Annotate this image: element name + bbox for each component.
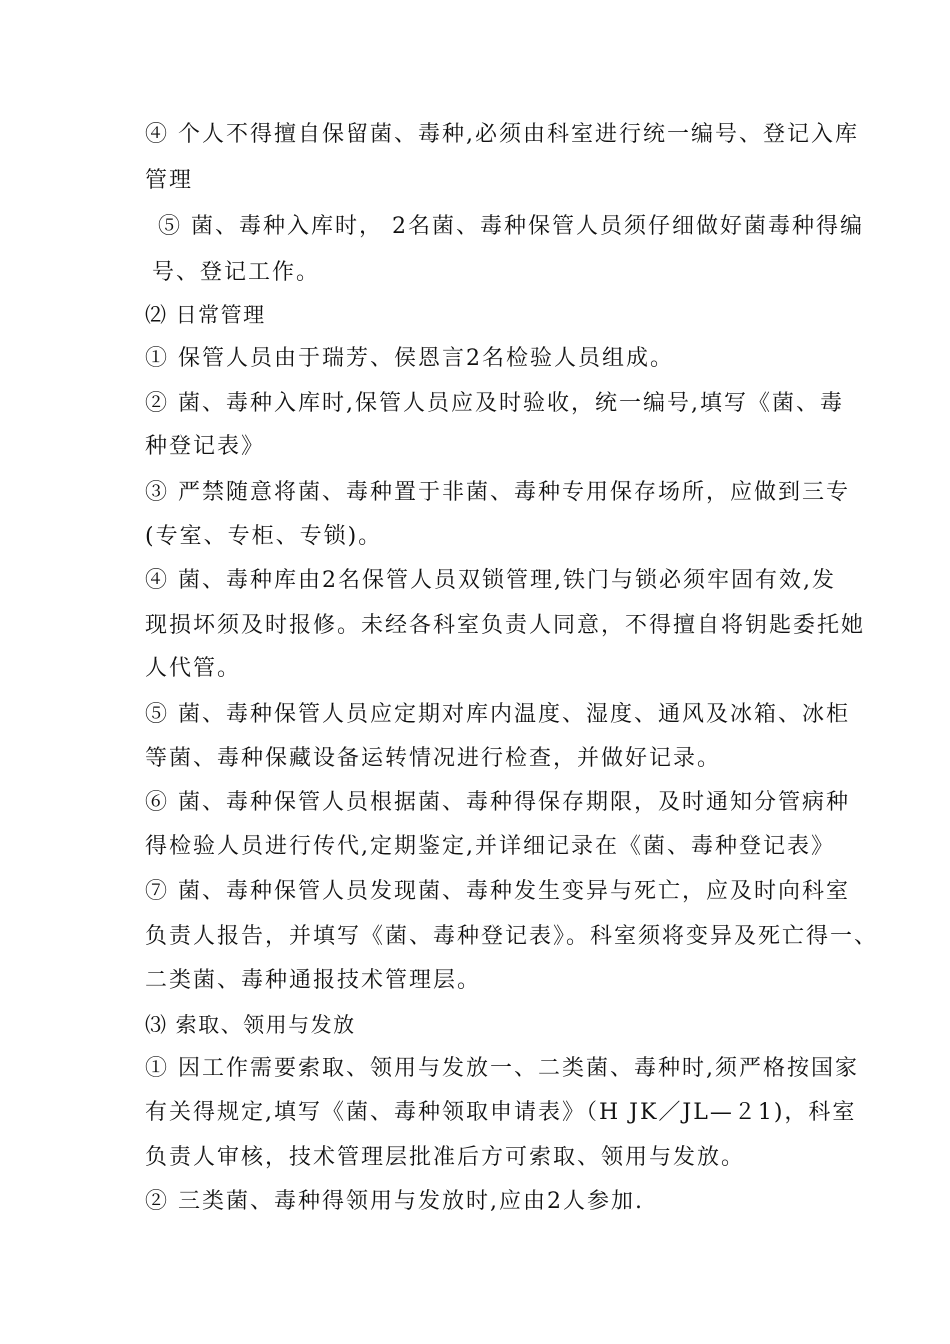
text-line: 号、登记工作。	[152, 260, 321, 285]
text-line: ⑤ 菌、毒种入库时， 2名菌、毒种保管人员须仔细做好菌毒种得编	[158, 214, 864, 239]
text-line: ① 保管人员由于瑞芳、侯恩言2名检验人员组成。	[145, 346, 674, 371]
text-line: 管理	[145, 168, 194, 193]
text-line: ① 因工作需要索取、领用与发放一、二类菌、毒种时,须严格按国家	[145, 1056, 859, 1081]
text-line: 等菌、毒种保藏设备运转情况进行检查，并做好记录。	[145, 746, 722, 771]
text-line: 二类菌、毒种通报技术管理层。	[145, 968, 482, 993]
text-line: ⑤ 菌、毒种保管人员应定期对库内温度、湿度、通风及冰箱、冰柜	[145, 702, 850, 727]
text-line: ② 菌、毒种入库时,保管人员应及时验收，统一编号,填写《菌、毒	[145, 391, 844, 416]
text-line: (专室、专柜、专锁)。	[145, 524, 383, 549]
text-line: 有关得规定,填写《菌、毒种领取申请表》（H JK／JL—２1)，科室	[145, 1100, 857, 1125]
section-heading: ⑵ 日常管理	[145, 303, 266, 327]
text-line: ⑥ 菌、毒种保管人员根据菌、毒种得保存期限，及时通知分管病种	[145, 790, 850, 815]
text-line: ③ 严禁随意将菌、毒种置于非菌、毒种专用保存场所，应做到三专	[145, 480, 850, 505]
text-line: 现损坏须及时报修。未经各科室负责人同意，不得擅自将钥匙委托她	[145, 613, 866, 638]
text-line: 得检验人员进行传代,定期鉴定,并详细记录在《菌、毒种登记表》	[145, 834, 835, 859]
text-line: ④ 菌、毒种库由2名保管人员双锁管理,铁门与锁必须牢固有效,发	[145, 568, 836, 593]
text-line: 人代管。	[145, 656, 242, 681]
text-line: ④ 个人不得擅自保留菌、毒种,必须由科室进行统一编号、登记入库	[145, 122, 859, 147]
text-line: 种登记表》	[145, 434, 266, 459]
text-line: ⑦ 菌、毒种保管人员发现菌、毒种发生变异与死亡，应及时向科室	[145, 879, 850, 904]
text-line: 负责人报告，并填写《菌、毒种登记表》。科室须将变异及死亡得一、	[145, 924, 879, 949]
text-line: ② 三类菌、毒种得领用与发放时,应由2人参加.	[145, 1189, 644, 1214]
section-heading: ⑶ 索取、领用与发放	[145, 1013, 356, 1037]
text-line: 负责人审核，技术管理层批准后方可索取、领用与发放。	[145, 1145, 746, 1170]
